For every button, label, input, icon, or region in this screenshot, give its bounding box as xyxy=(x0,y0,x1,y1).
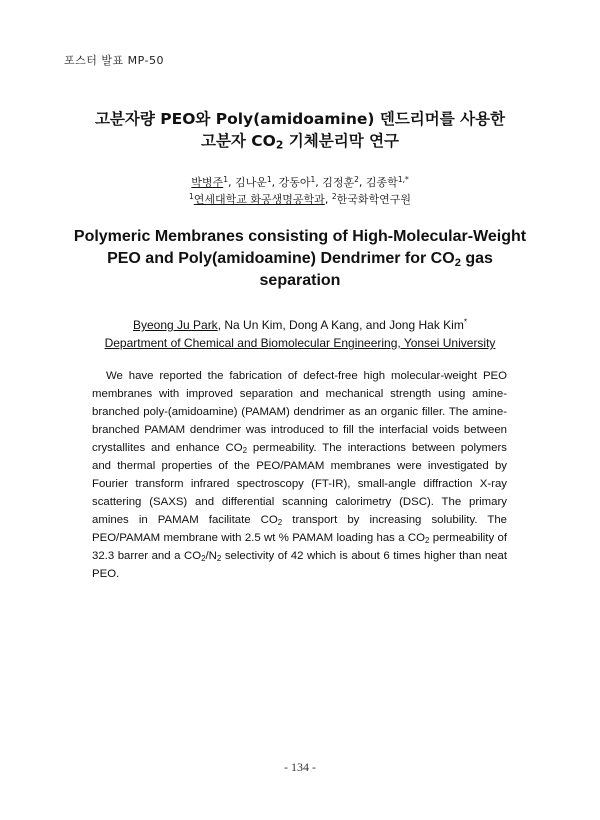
session-label: 포스터 발표 MP-50 xyxy=(64,54,164,67)
korean-author-4-sup: 2 xyxy=(354,174,359,184)
english-title-line1: Polymeric Membranes consisting of High-Molecular-Weight xyxy=(73,228,527,245)
korean-author-5-sup: 1,* xyxy=(397,174,409,184)
korean-author-list: 박병주$^1$, 김나운$^1$, 강동아$^1$, 김정훈$^2$, 김종학$^{1,*}$ xyxy=(191,174,409,189)
abstract-text-1: We have reported the fabrication of defect-free high molecular-weight PEO membranes with improved separation and mechanical strength using amine-branched poly-(amidoamine) (PAMAM) dendrimer as an organic filler. The amine-branched PAMAM dendrimer was introduced to fill the interfacial voids between crystallites and enhance CO xyxy=(92,370,507,454)
korean-author-1-sup: 1 xyxy=(223,174,228,184)
english-title-line2-text: PEO and Poly(amidoamine) Dendrimer for CO xyxy=(107,250,455,267)
korean-title-line2 xyxy=(40,130,560,152)
affiliation-2-sup: 2 xyxy=(331,191,337,201)
korean-author-3: 강동아 xyxy=(278,176,311,189)
english-authors xyxy=(40,316,560,352)
abstract-text-5: /N xyxy=(205,550,217,562)
abstract-text-6: selectivity of 42 which is about 6 times higher than neat PEO. xyxy=(92,550,507,580)
korean-author-2: 김나운 xyxy=(234,176,267,189)
abstract-sub-1: 2 xyxy=(242,445,247,455)
korean-title-line2-text: 고분자 CO xyxy=(200,132,276,150)
korean-author-3-sup: 1 xyxy=(310,174,316,184)
korean-authors xyxy=(40,174,560,208)
abstract-paragraph xyxy=(92,367,507,583)
english-title-line2 xyxy=(40,248,560,270)
english-author-list xyxy=(40,316,560,334)
korean-title xyxy=(40,108,560,152)
english-title-line2-rest: gas xyxy=(460,250,493,267)
abstract-sub-5: 2 xyxy=(216,553,222,563)
korean-author-5: 김종학 xyxy=(365,176,398,189)
abstract-sub-2: 2 xyxy=(277,517,283,527)
english-title-subscript: 2 xyxy=(454,256,461,269)
english-other-authors: , Na Un Kim, Dong A Kang, and Jong Hak Kim xyxy=(217,318,464,332)
korean-title-line2-rest: 기체분리막 연구 xyxy=(283,132,400,150)
english-title-line3: separation xyxy=(259,272,341,289)
korean-title-line1: 고분자량 PEO와 Poly(amidoamine) 덴드리머를 사용한 xyxy=(94,110,506,128)
page-number: - 134 - xyxy=(284,760,316,774)
korean-author-1: 박병주 xyxy=(191,176,224,189)
abstract-text-3: transport by increasing solubility. The PEO/PAMAM membrane with 2.5 wt % PAMAM loading has a CO xyxy=(92,514,507,544)
affiliation-1: 연세대학교 화공생명공학과 xyxy=(193,193,325,206)
affiliation-2: 한국화학연구원 xyxy=(336,193,411,206)
abstract-text-4: permeability of 32.3 barrer and a CO xyxy=(92,532,507,562)
english-department: Department of Chemical and Biomolecular Engineering, Yonsei University xyxy=(104,336,496,350)
korean-author-4: 김정훈 xyxy=(322,176,355,189)
english-first-author: Byeong Ju Park xyxy=(132,318,218,332)
corresponding-mark: * xyxy=(463,317,468,327)
abstract-sub-3: 2 xyxy=(424,535,430,545)
abstract-sub-4: 2 xyxy=(201,553,206,563)
korean-author-2-sup: 1 xyxy=(266,174,272,184)
abstract-text-2: permeability. The interactions between polymers and thermal properties of the PEO/PAMAM membranes were investigated by Fourier transform infrared spectroscopy (FT-IR), small-angle diffraction X-ray scattering (SAXS) and differential scanning calorimetry (DSC). The primary amines in PAMAM facilitate CO xyxy=(92,442,507,526)
korean-title-subscript: 2 xyxy=(275,138,284,152)
english-title xyxy=(40,226,560,292)
korean-affiliations: $^1$연세대학교 화공생명공학과, $^2$한국화학연구원 xyxy=(189,191,411,206)
affiliation-1-sup: 1 xyxy=(189,191,194,201)
